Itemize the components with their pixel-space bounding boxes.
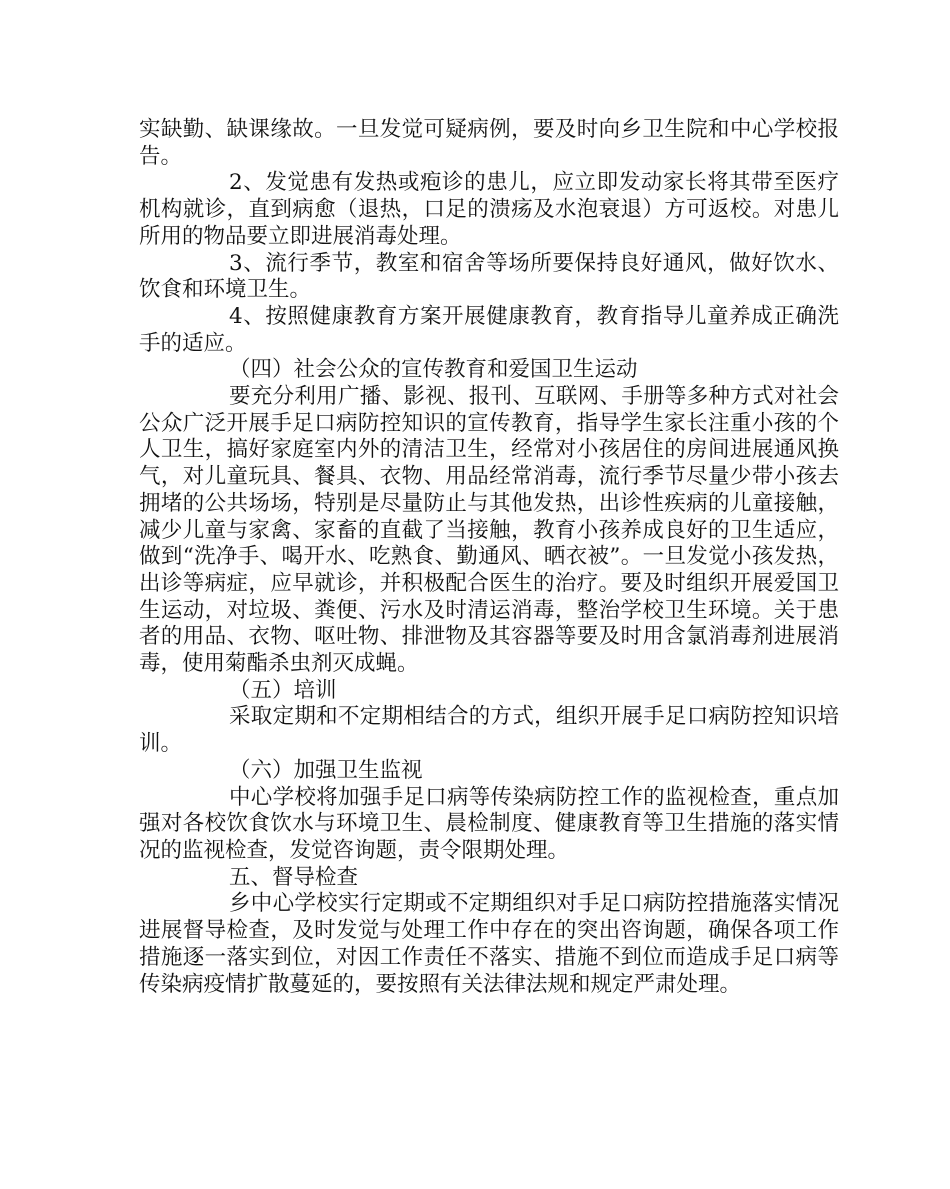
- section-heading-training: （五）培训: [229, 677, 337, 703]
- document-body: [139, 117, 839, 998]
- paragraph-item-2-fever-treatment: 2、发觉患有发热或疱诊的患儿，应立即发动家长将其带至医疗机构就诊，直到病愈（退热，口足的溃疡及水泡衰退）方可返校。对患儿所用的物品要立即进展消毒处理。: [139, 170, 839, 249]
- paragraph-reporting-continued: 实缺勤、缺课缘故。一旦发觉可疑病例，要及时向乡卫生院和中心学校报告。: [139, 117, 839, 169]
- paragraph-supervision: 中心学校将加强手足口病等传染病防控工作的监视检查，重点加强对各校饮食饮水与环境卫生、晨检制度、健康教育等卫生措施的落实情况的监视检查，发觉咨询题，责令限期处理。: [139, 784, 839, 863]
- section-heading-public-education: （四）社会公众的宣传教育和爱国卫生运动: [229, 357, 638, 383]
- paragraph-item-3-ventilation: 3、流行季节，教室和宿舍等场所要保持良好通风，做好饮水、饮食和环境卫生。: [139, 250, 839, 303]
- paragraph-training: 采取定期和不定期相结合的方式，组织开展手足口病防控知识培训。: [139, 704, 839, 757]
- paragraph-inspection: 乡中心学校实行定期或不定期组织对手足口病防控措施落实情况进展督导检查，及时发觉与处理工作中存在的突出咨询题，确保各项工作措施逐一落实到位，对因工作责任不落实、措施不到位而造成手足口病等传染病疫情扩散蔓延的，要按照有关法律法规和规定严肃处理。: [139, 891, 839, 997]
- paragraph-public-education: 要充分利用广播、影视、报刊、互联网、手册等多种方式对社会公众广泛开展手足口病防控知识的宣传教育，指导学生家长注重小孩的个人卫生，搞好家庭室内外的清洁卫生，经常对小孩居住的房间进展通风换气，对儿童玩具、餐具、衣物、用品经常消毒，流行季节尽量少带小孩去拥堵的公共场场，特别是尽量防止与其他发热，出诊性疾病的儿童接触，减少儿童与家禽、家畜的直截了当接触，教育小孩养成良好的卫生适应，做到“洗净手、喝开水、吃熟食、勤通风、晒衣被”。一旦发觉小孩发热，出诊等病症，应早就诊，并积极配合医生的治疗。要及时组织开展爱国卫生运动，对垃圾、粪便、污水及时清运消毒，整治学校卫生环境。关于患者的用品、衣物、呕吐物、排泄物及其容器等要及时用含氯消毒剂进展消毒，使用菊酯杀虫剂灭成蝇。: [139, 384, 839, 677]
- section-heading-supervision: （六）加强卫生监视: [229, 757, 423, 783]
- section-heading-inspection: 五、督导检查: [229, 864, 359, 890]
- paragraph-item-4-health-education: 4、按照健康教育方案开展健康教育，教育指导儿童养成正确洗手的适应。: [139, 303, 839, 356]
